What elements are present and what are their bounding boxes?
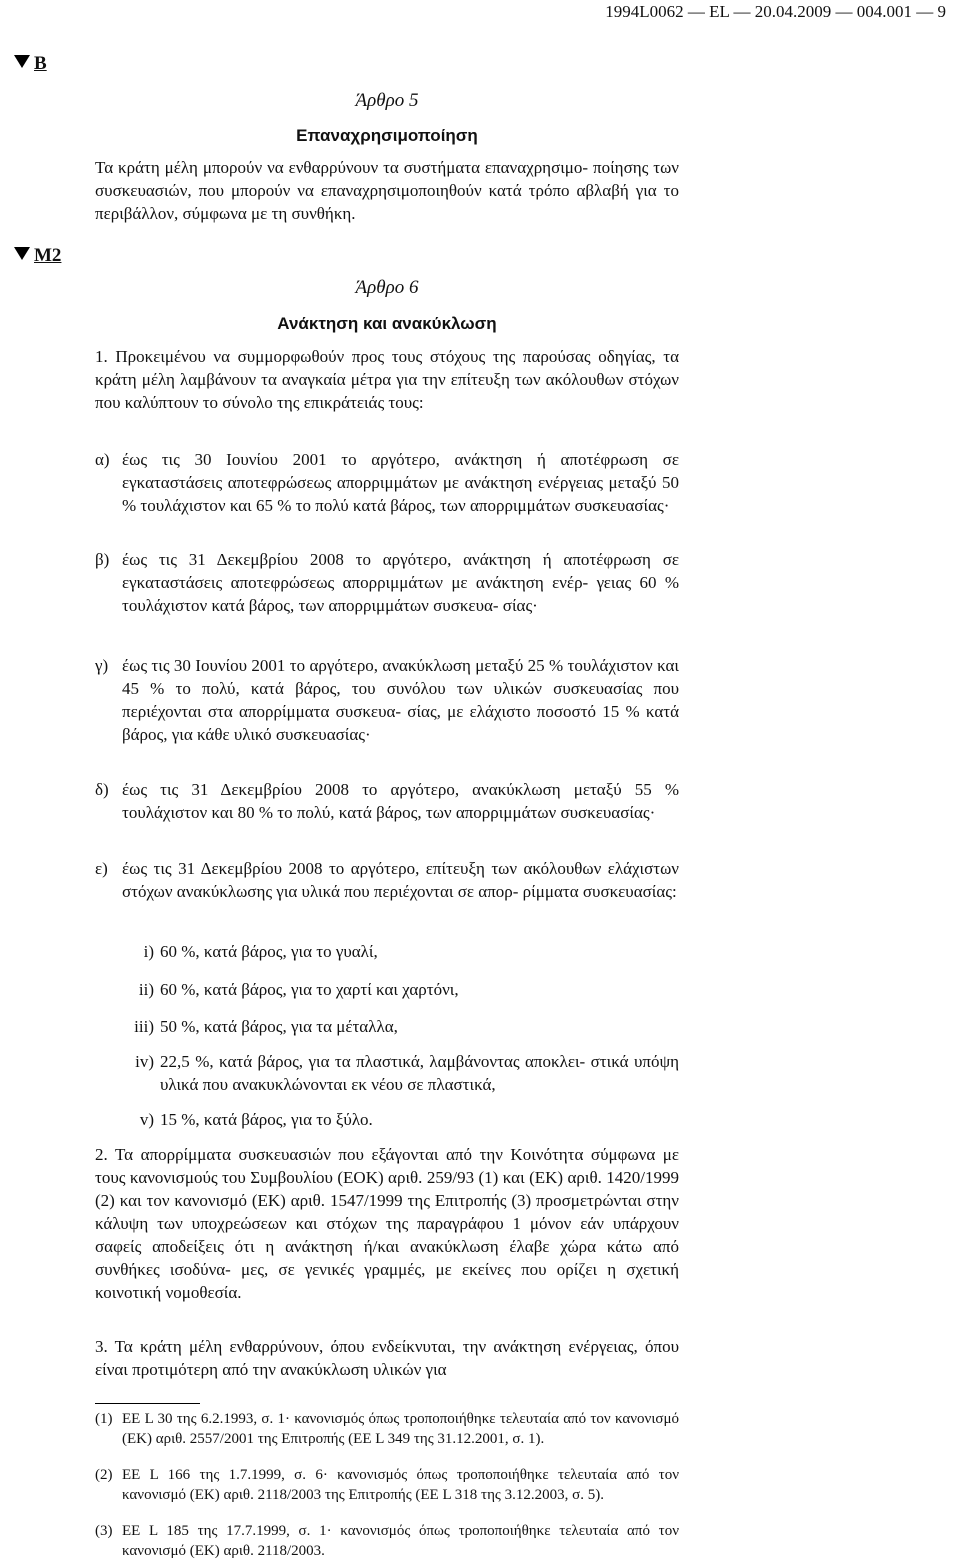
- sub-item-i: [95, 940, 679, 963]
- footnote-divider: [95, 1403, 200, 1404]
- triangle-down-icon: [14, 247, 30, 260]
- marker-label-m2: M2: [34, 245, 62, 266]
- sub-list-text: 60 %, κατά βάρος, για το χαρτί και χαρτόνι,: [160, 980, 459, 999]
- list-item-d: [95, 778, 679, 824]
- list-marker: ε): [95, 859, 108, 878]
- sub-list-text: 22,5 %, κατά βάρος, για τα πλαστικά, λαμβάνοντας αποκλει- στικά υπόψη υλικά που ανακυκλώνονται εκ νέου σε πλαστικά,: [160, 1052, 679, 1094]
- sub-list-text: 60 %, κατά βάρος, για το γυαλί,: [160, 942, 378, 961]
- article-6-heading: Ανάκτηση και ανακύκλωση: [277, 314, 497, 333]
- footnote-1: [95, 1409, 679, 1449]
- sub-item-iv: [95, 1050, 679, 1096]
- footnote-2: [95, 1465, 679, 1505]
- footnote-text: ΕΕ L 185 της 17.7.1999, σ. 1· κανονισμός όπως τροποποιήθηκε τελευταία από τον κανονισμό (ΕΚ) αριθ. 2118/2003.: [122, 1523, 679, 1559]
- list-item-b: [95, 548, 679, 617]
- sub-item-v: [95, 1108, 679, 1131]
- sub-list-marker: v): [139, 1110, 154, 1129]
- list-item-text: έως τις 31 Δεκεμβρίου 2008 το αργότερο, ανάκτηση ή αποτέφρωση σε εγκαταστάσεις αποτεφρώσεως απορριμμάτων με ανάκτηση ενέρ- γειας 60 % τουλάχιστον κατά βάρος, των απορριμμάτων συσκευα- σίας·: [122, 550, 679, 615]
- list-marker: α): [95, 450, 110, 469]
- sub-list-marker: ii): [138, 980, 154, 999]
- list-marker: δ): [95, 780, 109, 799]
- footnote-marker: (2): [95, 1467, 113, 1483]
- sub-item-iii: [95, 1015, 679, 1038]
- article-5-heading: Επαναχρησιμοποίηση: [296, 126, 478, 145]
- sub-list-marker: iii): [134, 1017, 154, 1036]
- article-5-body: Τα κράτη μέλη μπορούν να ενθαρρύνουν τα συστήματα επαναχρησιμο- ποίησης των συσκευασιών, που μπορούν να επαναχρησιμοποιηθούν κατά τρόπο αβλαβή για το περιβάλλον, σύμφωνα με τη συνθήκη.: [95, 158, 679, 223]
- list-item-e: [95, 857, 679, 903]
- footnote-text: ΕΕ L 30 της 6.2.1993, σ. 1· κανονισμός όπως τροποποιήθηκε τελευταία από τον κανονισμό (ΕΚ) αριθ. 2557/2001 της Επιτροπής (ΕΕ L 349 της 31.12.2001, σ. 1).: [122, 1411, 679, 1447]
- list-marker: γ): [95, 656, 109, 675]
- sub-list-marker: i): [143, 942, 154, 961]
- list-marker: β): [95, 550, 110, 569]
- marker-label-b: B: [34, 53, 47, 74]
- document-reference-header: 1994L0062 — EL — 20.04.2009 — 004.001 — 9: [605, 2, 946, 21]
- article-6-paragraph-3: 3. Τα κράτη μέλη ενθαρρύνουν, όπου ενδείκνυται, την ανάκτηση ενέργειας, όπου είναι προτιμότερη από την ανακύκλωση υλικών για: [95, 1337, 679, 1379]
- list-item-text: έως τις 30 Ιουνίου 2001 το αργότερο, ανάκτηση ή αποτέφρωση σε εγκαταστάσεις αποτεφρώσεως απορριμμάτων με ανάκτηση ενέργειας μεταξύ 50 % τουλάχιστον και 65 % το πολύ κατά βάρος, των απορριμμάτων συσκευασίας·: [122, 450, 679, 515]
- sub-list-marker: iv): [135, 1052, 154, 1071]
- triangle-down-icon: [14, 55, 30, 68]
- footnote-3: [95, 1521, 679, 1561]
- sub-item-ii: [95, 978, 679, 1001]
- list-item-text: έως τις 31 Δεκεμβρίου 2008 το αργότερο, ανακύκλωση μεταξύ 55 % τουλάχιστον και 80 % το πολύ, κατά βάρος, των απορριμμάτων συσκευασίας·: [122, 780, 679, 822]
- amendment-marker-b[interactable]: [14, 52, 47, 75]
- list-item-a: [95, 448, 679, 517]
- footnote-marker: (1): [95, 1411, 113, 1427]
- list-item-c: [95, 654, 679, 746]
- article-6-paragraph-1: 1. Προκειμένου να συμμορφωθούν προς τους στόχους της παρούσας οδηγίας, τα κράτη μέλη λαμβάνουν τα αναγκαία μέτρα για την επίτευξη των ακόλουθων στόχων που καλύπτουν το σύνολο της επικράτειάς τους:: [95, 347, 679, 412]
- amendment-marker-m2[interactable]: [14, 244, 61, 267]
- list-item-text: έως τις 30 Ιουνίου 2001 το αργότερο, ανακύκλωση μεταξύ 25 % τουλάχιστον και 45 % το πολύ, κατά βάρος, του συνόλου των υλικών συσκευασίας που περιέχονται στα απορρίμματα συσκευα- σίας, με ελάχιστο ποσοστό 15 % κατά βάρος, για κάθε υλικό συσκευασίας·: [122, 656, 679, 744]
- article-5-title: Άρθρο 5: [355, 90, 419, 111]
- article-6-paragraph-2: 2. Τα απορρίμματα συσκευασιών που εξάγονται από την Κοινότητα σύμφωνα με τους κανονισμούς του Συμβουλίου (ΕΟΚ) αριθ. 259/93 (1) και (ΕΚ) αριθ. 1420/1999 (2) και τον κανονισμό (ΕΚ) αριθ. 1547/1999 της Επιτροπής (3) προσμετρώνται στην κάλυψη των υποχρεώσεων και στόχων της παραγράφου 1 μόνον εάν υπάρχουν σαφείς αποδείξεις ότι η ανάκτηση ή/και ανακύκλωση έλαβε χώρα κάτω από συνθήκες ισοδύνα- μες, σε γενικές γραμμές, με εκείνες που ορίζει η σχετική κοινοτική νομοθεσία.: [95, 1145, 679, 1302]
- article-6-title: Άρθρο 6: [355, 277, 419, 298]
- list-item-text: έως τις 31 Δεκεμβρίου 2008 το αργότερο, επίτευξη των ακόλουθων ελάχιστων στόχων ανακύκλωσης για υλικά που περιέχονται σε απορ- ρίμματα συσκευασίας:: [122, 859, 679, 901]
- sub-list-text: 15 %, κατά βάρος, για το ξύλο.: [160, 1110, 373, 1129]
- sub-list-text: 50 %, κατά βάρος, για τα μέταλλα,: [160, 1017, 398, 1036]
- footnote-text: ΕΕ L 166 της 1.7.1999, σ. 6· κανονισμός όπως τροποποιήθηκε τελευταία από τον κανονισμό (ΕΚ) αριθ. 2118/2003 της Επιτροπής (ΕΕ L 318 της 3.12.2003, σ. 5).: [122, 1467, 679, 1503]
- footnote-marker: (3): [95, 1523, 113, 1539]
